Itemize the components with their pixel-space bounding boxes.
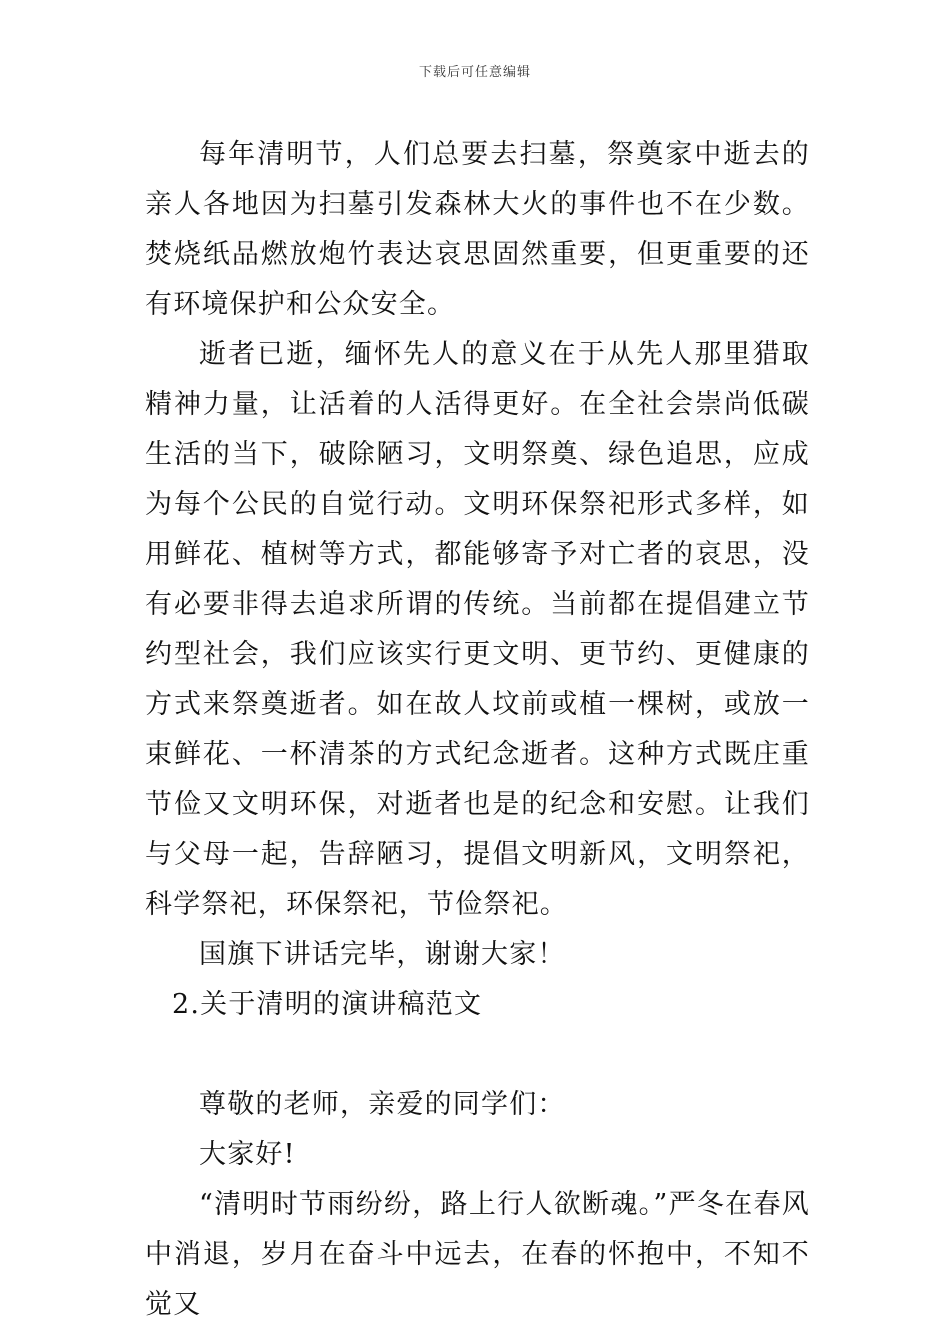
paragraph-opening: “清明时节雨纷纷，路上行人欲断魂。”严冬在春风中消退，岁月在奋斗中远去，在春的怀抱中，不知不觉又 — [145, 1189, 810, 1320]
section-heading: 2.关于清明的演讲稿范文 — [172, 989, 483, 1020]
greeting: 大家好! — [199, 1139, 296, 1170]
paragraph-2: 逝者已逝，缅怀先人的意义在于从先人那里猎取精神力量，让活着的人活得更好。在全社会崇尚低碳生活的当下，破除陋习，文明祭奠、绿色追思，应成为每个公民的自觉行动。文明环保祭祀形式多样，如用鲜花、植树等方式，都能够寄予对亡者的哀思，没有必要非得去追求所谓的传统。当前都在提倡建立节约型社会，我们应该实行更文明、更节约、更健康的方式来祭奠逝者。如在故人坟前或植一棵树，或放一束鲜花、一杯清茶的方式纪念逝者。这种方式既庄重节俭又文明环保，对逝者也是的纪念和安慰。让我们与父母一起，告辞陋习，提倡文明新风，文明祭祀，科学祭祀，环保祭祀，节俭祭祀。 — [145, 339, 810, 920]
page-header: 下载后可任意编辑 — [418, 65, 531, 80]
document-body — [145, 130, 810, 1330]
paragraph-1: 每年清明节，人们总要去扫墓，祭奠家中逝去的亲人各地因为扫墓引发森林大火的事件也不在少数。焚烧纸品燃放炮竹表达哀思固然重要，但更重要的还有环境保护和公众安全。 — [145, 139, 810, 320]
spacer — [145, 1030, 810, 1080]
salutation: 尊敬的老师，亲爱的同学们： — [199, 1089, 566, 1120]
paragraph-3: 国旗下讲话完毕，谢谢大家！ — [199, 939, 566, 970]
